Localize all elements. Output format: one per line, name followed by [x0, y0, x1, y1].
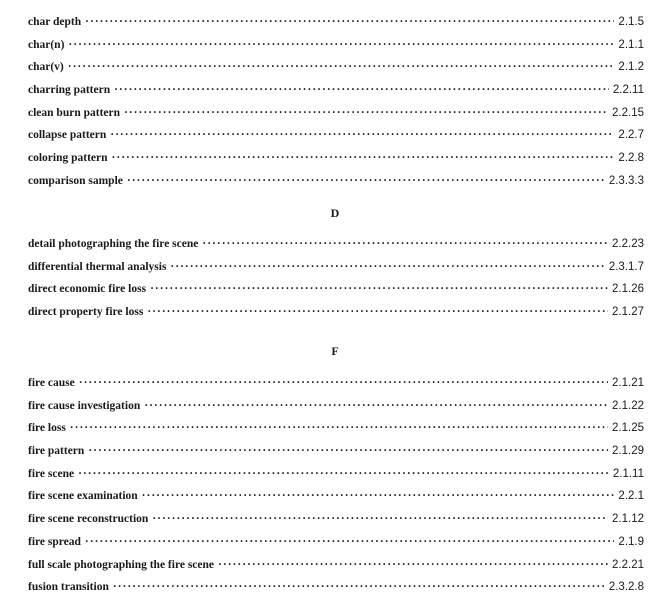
- index-entry: [28, 440, 644, 463]
- index-entry: [28, 554, 644, 577]
- dot-leader: [147, 301, 608, 324]
- dot-leader: [68, 56, 615, 79]
- index-entry: [28, 417, 644, 440]
- dot-leader: [124, 102, 608, 125]
- section-letter-heading: D: [330, 206, 340, 220]
- index-term: clean burn pattern: [28, 106, 120, 119]
- dot-leader: [127, 170, 605, 193]
- index-term: charring pattern: [28, 84, 111, 97]
- index-term: fire pattern: [28, 445, 85, 458]
- index-entry: [28, 485, 644, 508]
- index-term: fire cause investigation: [28, 399, 141, 412]
- index-ref: 2.1.25: [612, 422, 644, 435]
- index-ref: 2.1.12: [612, 513, 644, 526]
- index-ref: 2.1.5: [618, 16, 644, 28]
- index-ref: 2.1.9: [618, 535, 644, 548]
- index-term: fire loss: [28, 422, 66, 435]
- index-term: fire scene: [28, 467, 75, 480]
- index-entry: [28, 372, 644, 395]
- index-entry: [28, 79, 644, 102]
- section-letter-heading: F: [331, 344, 339, 358]
- dot-leader: [110, 124, 614, 147]
- index-term: collapse pattern: [28, 129, 107, 142]
- dot-leader: [114, 79, 609, 102]
- index-ref: 2.2.11: [612, 84, 644, 97]
- index-section-c: [28, 11, 644, 193]
- index-ref: 2.2.21: [612, 558, 644, 571]
- index-entry: [28, 102, 644, 125]
- dot-leader: [150, 278, 608, 301]
- dot-leader: [142, 485, 615, 508]
- dot-leader: [218, 554, 608, 577]
- index-ref: 2.3.3.3: [608, 174, 644, 187]
- index-ref: 2.2.7: [618, 129, 644, 142]
- index-ref: 2.1.21: [612, 377, 644, 389]
- index-entry: [28, 147, 644, 170]
- dot-leader: [85, 11, 614, 34]
- index-entry: [28, 301, 644, 324]
- index-entry: [28, 576, 644, 599]
- index-entry: [28, 256, 644, 279]
- dot-leader: [78, 463, 609, 486]
- index-ref: 2.2.15: [612, 106, 644, 119]
- index-term: direct economic fire loss: [28, 283, 147, 296]
- index-ref: 2.2.23: [612, 238, 644, 250]
- index-term: differential thermal analysis: [28, 260, 167, 273]
- dot-leader: [68, 34, 614, 57]
- index-ref: 2.2.1: [618, 490, 644, 503]
- index-ref: 2.1.27: [612, 306, 644, 319]
- index-term: comparison sample: [28, 174, 123, 187]
- index-entry: [28, 233, 644, 256]
- dot-leader: [88, 440, 608, 463]
- index-entry: [28, 278, 644, 301]
- index-entry: [28, 531, 644, 554]
- dot-leader: [170, 256, 604, 279]
- index-term: char(n): [28, 38, 65, 51]
- index-ref: 2.2.8: [618, 152, 644, 165]
- index-ref: 2.1.22: [612, 399, 644, 412]
- index-ref: 2.1.2: [618, 61, 644, 74]
- index-entry: [28, 508, 644, 531]
- index-entry: [28, 124, 644, 147]
- index-ref: 2.3.1.7: [608, 260, 644, 273]
- index-term: coloring pattern: [28, 152, 108, 165]
- index-term: char depth: [28, 16, 82, 28]
- index-term: full scale photographing the fire scene: [28, 558, 215, 571]
- index-ref: 2.3.2.8: [608, 581, 644, 594]
- dot-leader: [112, 147, 615, 170]
- dot-leader: [70, 417, 608, 440]
- dot-leader: [152, 508, 608, 531]
- dot-leader: [113, 576, 605, 599]
- index-entry: [28, 34, 644, 57]
- index-term: fire scene reconstruction: [28, 513, 149, 526]
- index-ref: 2.1.26: [612, 283, 644, 296]
- index-entry: [28, 170, 644, 193]
- index-ref: 2.1.29: [612, 445, 644, 458]
- index-term: fire cause: [28, 377, 75, 389]
- index-ref: 2.1.11: [612, 467, 644, 480]
- dot-leader: [144, 395, 608, 418]
- index-entry: [28, 463, 644, 486]
- index-term: fusion transition: [28, 581, 109, 594]
- index-entry: [28, 11, 644, 34]
- index-ref: 2.1.1: [618, 38, 644, 51]
- index-term: char(v): [28, 61, 64, 74]
- dot-leader: [202, 233, 608, 256]
- index-section-d: [28, 233, 644, 324]
- index-term: direct property fire loss: [28, 306, 144, 319]
- index-term: fire scene examination: [28, 490, 138, 503]
- index-section-f: [28, 372, 644, 599]
- index-entry: [28, 395, 644, 418]
- index-entry: [28, 56, 644, 79]
- dot-leader: [85, 531, 615, 554]
- index-term: fire spread: [28, 535, 81, 548]
- index-term: detail photographing the fire scene: [28, 238, 199, 250]
- dot-leader: [79, 372, 608, 395]
